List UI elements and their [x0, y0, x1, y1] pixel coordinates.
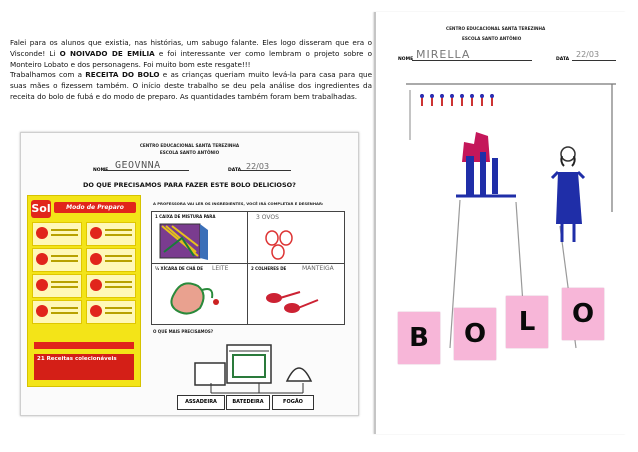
recipe-heading: Modo de Preparo [54, 202, 136, 213]
worksheet-date-label: DATA [228, 168, 242, 173]
recipe-step [86, 222, 136, 246]
worksheet-name-value: GEOVNNA [115, 160, 161, 171]
recipe-step [32, 222, 82, 246]
ingredient-box-eggs [247, 211, 345, 265]
drawing-school-line1: CENTRO EDUCACIONAL SANTA TEREZINHA [446, 26, 546, 31]
recipe-step [86, 300, 136, 324]
ingredient-box-milk [151, 263, 249, 325]
ingredient-butter-hand: MANTEIGA [302, 265, 334, 272]
milk-cup-drawing [152, 264, 248, 324]
recipe-title: RECEITA DO BOLO [85, 70, 160, 80]
tag-baking-pan: ASSADEIRA [177, 395, 225, 410]
worksheet-instructions: A PROFESSORA VAI LER OS INGREDIENTES, VOCÊ IRÁ COMPLETAR E DESENHAR: [153, 201, 324, 206]
recipe-step [86, 248, 136, 272]
worksheet-school-line1: CENTRO EDUCACIONAL SANTA TEREZINHA [139, 143, 240, 148]
eggs-drawing [248, 212, 344, 264]
drawing-name-label: NOME [398, 57, 414, 62]
book-title: O NOIVADO DE EMÍLIA [59, 48, 155, 58]
drawing-date-label: DATA [556, 57, 570, 62]
recipe-step [86, 274, 136, 298]
tag-mixer: BATEDEIRA [226, 395, 270, 410]
cake-and-girl-drawing [376, 12, 626, 434]
letter-card-o: O [454, 308, 496, 360]
intro-text [10, 38, 372, 70]
intro-line-3-prefix: Trabalhamos com a [10, 70, 86, 80]
recipe-step [32, 274, 82, 298]
recipe-step [32, 300, 82, 324]
worksheet-date-value: 22/03 [246, 162, 270, 171]
ingredient-box-mix-label: 1 CAIXA DE MISTURA PARA [155, 214, 216, 219]
ingredient-milk-hand: LEITE [212, 265, 229, 272]
intro-paragraph [10, 38, 372, 103]
intro-text-2 [10, 70, 372, 102]
drawing-school-line2: ESCOLA SANTO ANTÔNIO [462, 36, 522, 41]
intro-line-1: Falei para os alunos que existia, nas histórias, um sabugo falante. Eles logo disseram que era o Visconde! Li [10, 38, 372, 58]
letter-card-o-2: O [562, 288, 604, 340]
spoons-drawing [248, 264, 344, 324]
drawing-name-value: MIRELLA [416, 48, 471, 61]
ingredient-box-mix [151, 211, 249, 265]
intro-line-3-suffix: e as crianças queriam muito levá-la para casa para que suas mães o fizessem também. O início deste trabalho se deu pela análise dos ingredientes da receita do bolo de fubá e do modo de preparo. As quantidades também foram bem trabalhadas. [10, 70, 372, 101]
letter-card-b: B [398, 312, 440, 364]
drawing-date-value: 22/03 [576, 50, 600, 59]
ingredient-box-butter-label: 2 COLHERES DE [251, 266, 287, 271]
recipe-brand-logo: Sol [31, 200, 51, 218]
worksheet-school-line2: ESCOLA SANTO ANTÔNIO [159, 150, 220, 155]
child-drawing-page [374, 12, 626, 434]
worksheet-title: DO QUE PRECISAMOS PARA FAZER ESTE BOLO DELICIOSO? [83, 181, 296, 189]
cake-mix-drawing [152, 212, 248, 264]
worksheet-name-label: NOME [93, 168, 109, 173]
worksheet-photo [20, 132, 359, 416]
ingredient-box-butter [247, 263, 345, 325]
worksheet-question: O QUE MAIS PRECISAMOS? [153, 329, 214, 334]
recipe-band [34, 342, 134, 349]
intro-line-2: e foi interessante ver como lembram o projeto sobre o Monteiro Lobato e dos personagens. Foi muito bom este resgate!!! [10, 48, 373, 69]
ingredient-box-milk-label: ½ XÍCARA DE CHÁ DE [155, 266, 203, 271]
tag-stove: FOGÃO [272, 395, 314, 410]
letter-card-l: L [506, 296, 548, 348]
ingredient-eggs-hand: 3 OVOS [256, 214, 279, 221]
recipe-step [32, 248, 82, 272]
recipe-card [27, 195, 141, 387]
recipe-collectibles: 21 Receitas colecionáveis [34, 354, 134, 380]
